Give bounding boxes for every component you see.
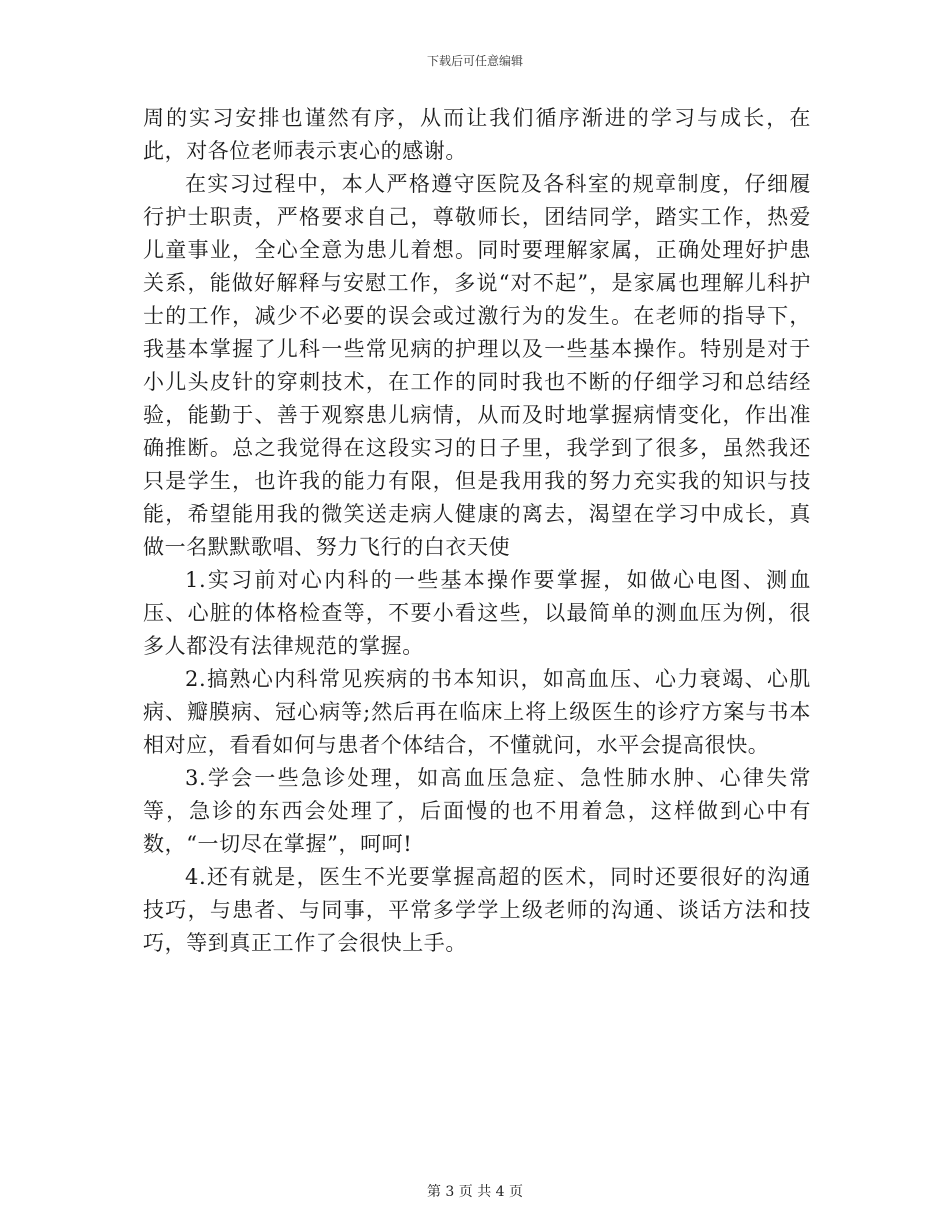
page-footer: 第 3 页 共 4 页: [426, 1184, 524, 1200]
paragraph-continuation: 周的实习安排也谨然有序，从而让我们循序渐进的学习与成长，在此，对各位老师表示衷心的感谢。: [143, 106, 811, 163]
document-body: [143, 102, 811, 960]
paragraph-item-1: 1.实习前对心内科的一些基本操作要掌握，如做心电图、测血压、心脏的体格检查等，不要小看这些，以最简单的测血压为例，很多人都没有法律规范的掌握。: [143, 568, 811, 658]
paragraph-item-2: 2.搞熟心内科常见疾病的书本知识，如高血压、心力衰竭、心肌病、瓣膜病、冠心病等;然后再在临床上将上级医生的诊疗方案与书本相对应，看看如何与患者个体结合，不懂就问，水平会提高很快。: [143, 667, 811, 757]
paragraph-item-3: 3.学会一些急诊处理，如高血压急症、急性肺水肿、心律失常等，急诊的东西会处理了，后面慢的也不用着急，这样做到心中有数，“一切尽在掌握”，呵呵!: [143, 766, 811, 856]
paragraph-item-4: 4.还有就是，医生不光要掌握高超的医术，同时还要很好的沟通技巧，与患者、与同事，平常多学学上级老师的沟通、谈话方法和技巧，等到真正工作了会很快上手。: [143, 865, 811, 955]
paragraph-internship-summary: 在实习过程中，本人严格遵守医院及各科室的规章制度，仔细履行护士职责，严格要求自己，尊敬师长，团结同学，踏实工作，热爱儿童事业，全心全意为患儿着想。同时要理解家属，正确处理好护患关系，能做好解释与安慰工作，多说“对不起”，是家属也理解儿科护士的工作，减少不必要的误会或过激行为的发生。在老师的指导下，我基本掌握了儿科一些常见病的护理以及一些基本操作。特别是对于小儿头皮针的穿刺技术，在工作的同时我也不断的仔细学习和总结经验，能勤于、善于观察患儿病情，从而及时地掌握病情变化，作出准确推断。总之我觉得在这段实习的日子里，我学到了很多，虽然我还只是学生，也许我的能力有限，但是我用我的努力充实我的知识与技能，希望能用我的微笑送走病人健康的离去，渴望在学习中成长，真做一名默默歌唱、努力飞行的白衣天使: [143, 172, 811, 559]
page-header: 下载后可任意编辑: [426, 54, 523, 68]
